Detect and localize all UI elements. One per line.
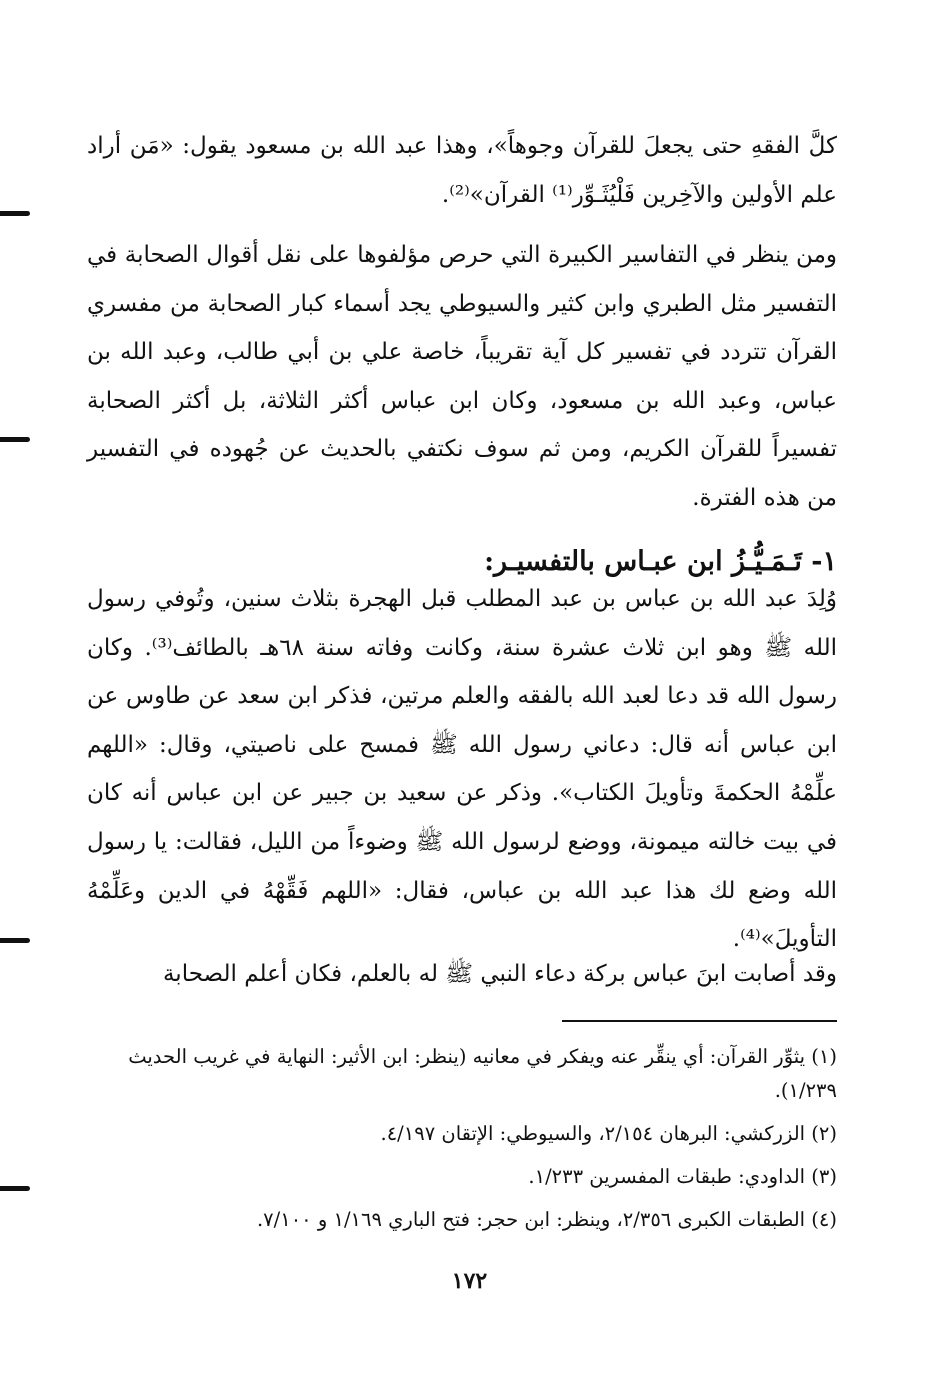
footnotes-list (87, 1040, 837, 1246)
body-paragraph-2: ومن ينظر في التفاسير الكبيرة التي حرص مؤلفوها على نقل أقوال الصحابة في التفسير مثل الطبري وابن كثير والسيوطي يجد أسماء كبار الصحابة من مفسري القرآن تتردد في تفسير كل آية تقريباً، خاصة علي بن أبي طالب، وعبد الله بن عباس، وعبد الله بن مسعود، وكان ابن عباس أكثر الثلاثة، بل أكثر الصحابة تفسيراً للقرآن الكريم، ومن ثم سوف نكتفي بالحديث عن جُهوده في التفسير من هذه الفترة. (87, 242, 837, 511)
scan-edge-mark (0, 437, 30, 442)
footnote-4: (٤) الطبقات الكبرى ٢/٣٥٦، وينظر: ابن حجر: فتح الباري ١/١٦٩ و ٧/١٠٠. (256, 1208, 837, 1231)
footnote-divider (562, 1020, 837, 1022)
body-paragraph-1: كلَّ الفقهِ حتى يجعلَ للقرآن وجوهاً»، وهذا عبد الله بن مسعود يقول: «مَن أراد علم الأولين والآخِرين فَلْيُثَـوِّر⁽¹⁾ القرآن»⁽²⁾. (87, 133, 837, 208)
footnote-3: (٣) الداودي: طبقات المفسرين ١/٢٣٣. (528, 1165, 837, 1188)
page-number: ١٧٢ (451, 1268, 488, 1294)
section-heading: ١- تَـمَـيُّـزُ ابن عبـاس بالتفسيـر: (484, 546, 837, 578)
scan-edge-mark (0, 211, 30, 216)
footnote-2: (٢) الزركشي: البرهان ٢/١٥٤، والسيوطي: الإتقان ٤/١٩٧. (380, 1122, 837, 1145)
scan-edge-mark (0, 938, 30, 943)
body-paragraph-3: وُلِدَ عبد الله بن عباس بن عبد المطلب قبل الهجرة بثلاث سنين، وتُوفي رسول الله ﷺ وهو ابن ثلاث عشرة سنة، وكانت وفاته سنة ٦٨هـ بالطائف⁽³⁾. وكان رسول الله قد دعا لعبد الله بالفقه والعلم مرتين، فذكر ابن سعد عن طاوس عن ابن عباس أنه قال: دعاني رسول الله ﷺ فمسح على ناصيتي، وقال: «اللهم علِّمْهُ الحكمةَ وتأويلَ الكتاب». وذكر عن سعيد بن جبير عن ابن عباس أنه كان في بيت خالته ميمونة، ووضع لرسول الله ﷺ وضوءاً من الليل، فقالت: يا رسول الله وضع لك هذا عبد الله بن عباس، فقال: «اللهم فَقِّهْهُ في الدين وعَلِّمْهُ التأويلَ»⁽⁴⁾. (87, 586, 837, 953)
scan-edge-mark (0, 1186, 30, 1191)
footnote-1: (١) يثوِّر القرآن: أي ينقِّر عنه ويفكر في معانيه (ينظر: ابن الأثير: النهاية في غريب الحديث ١/٢٣٩). (128, 1045, 837, 1102)
body-paragraph-4: وقد أصابت ابنَ عباس بركة دعاء النبي ﷺ له بالعلم، فكان أعلم الصحابة (162, 961, 837, 987)
